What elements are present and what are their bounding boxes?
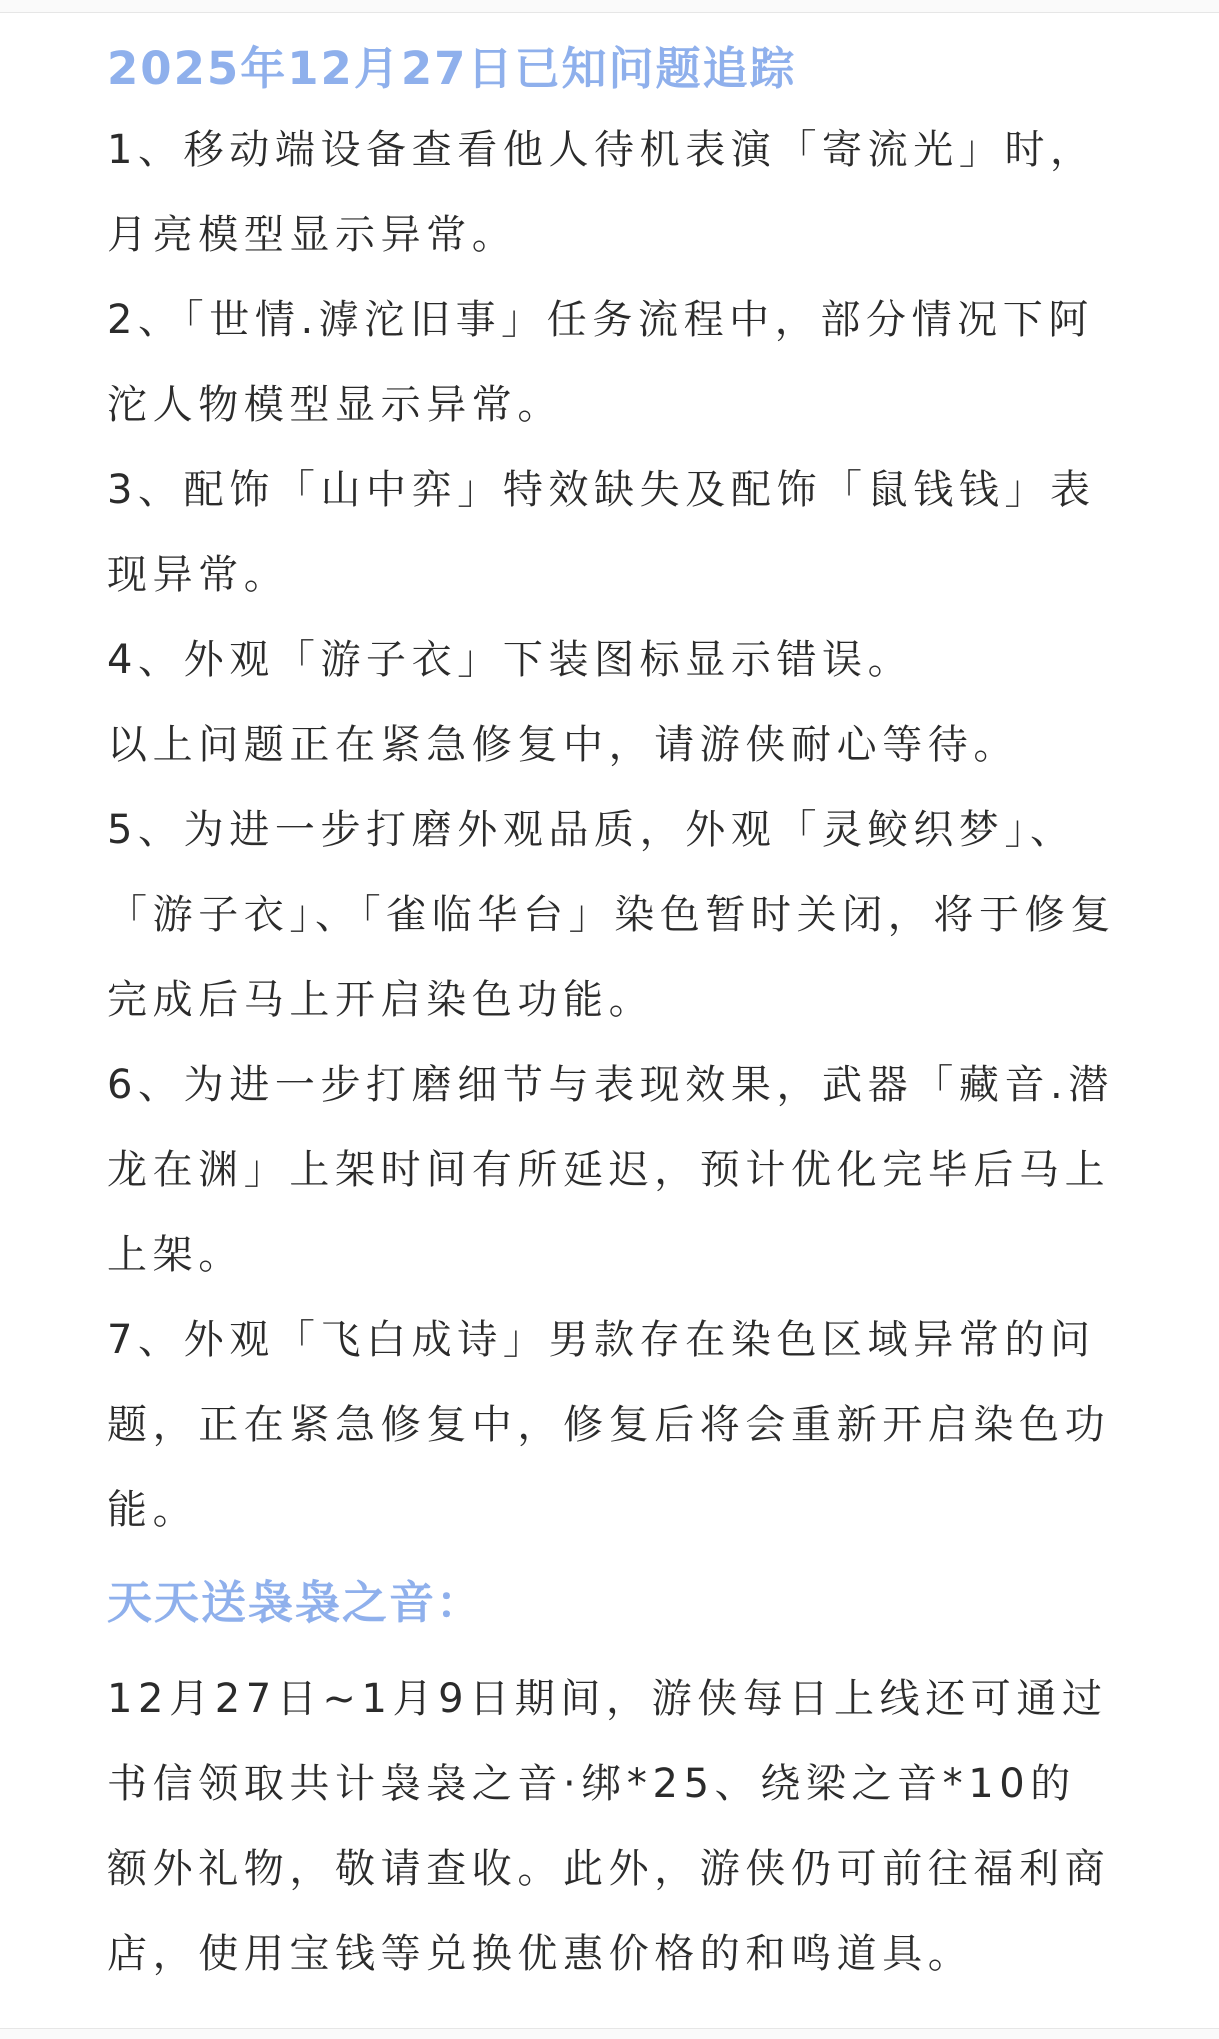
issue-item-6: 6、为进一步打磨细节与表现效果，武器「藏音.潜龙在渊」上架时间有所延迟，预计优化完毕后马上上架。 (107, 1062, 1114, 1278)
promo-heading: 天天送袅袅之音： (107, 1576, 484, 1629)
repair-note: 以上问题正在紧急修复中，请游侠耐心等待。 (107, 722, 1019, 768)
issue-item-3: 3、配饰「山中弈」特效缺失及配饰「鼠钱钱」表现异常。 (107, 467, 1096, 598)
page-title: 2025年12月27日已知问题追踪 (107, 42, 797, 95)
promo-paragraph: 12月27日~1月9日期间，游侠每日上线还可通过书信领取共计袅袅之音·绑*25、绕梁之音*10的额外礼物，敬请查收。此外，游侠仍可前往福利商店，使用宝钱等兑换优惠价格的和鸣道具。 (107, 1676, 1111, 1977)
announcement-article (107, 30, 1117, 1997)
issue-item-7: 7、外观「飞白成诗」男款存在染色区域异常的问题，正在紧急修复中，修复后将会重新开启染色功能。 (107, 1317, 1111, 1533)
issue-item-4: 4、外观「游子衣」下装图标显示错误。 (107, 637, 914, 683)
issue-item-2: 2、「世情.滹沱旧事」任务流程中，部分情况下阿沱人物模型显示异常。 (107, 297, 1094, 428)
issue-item-5: 5、为进一步打磨外观品质，外观「灵鲛织梦」、「游子衣」、「雀临华台」染色暂时关闭，将于修复完成后马上开启染色功能。 (107, 807, 1116, 1023)
top-divider (0, 0, 1219, 13)
issue-item-1: 1、移动端设备查看他人待机表演「寄流光」时，月亮模型显示异常。 (107, 127, 1096, 258)
bottom-divider (0, 2028, 1219, 2039)
